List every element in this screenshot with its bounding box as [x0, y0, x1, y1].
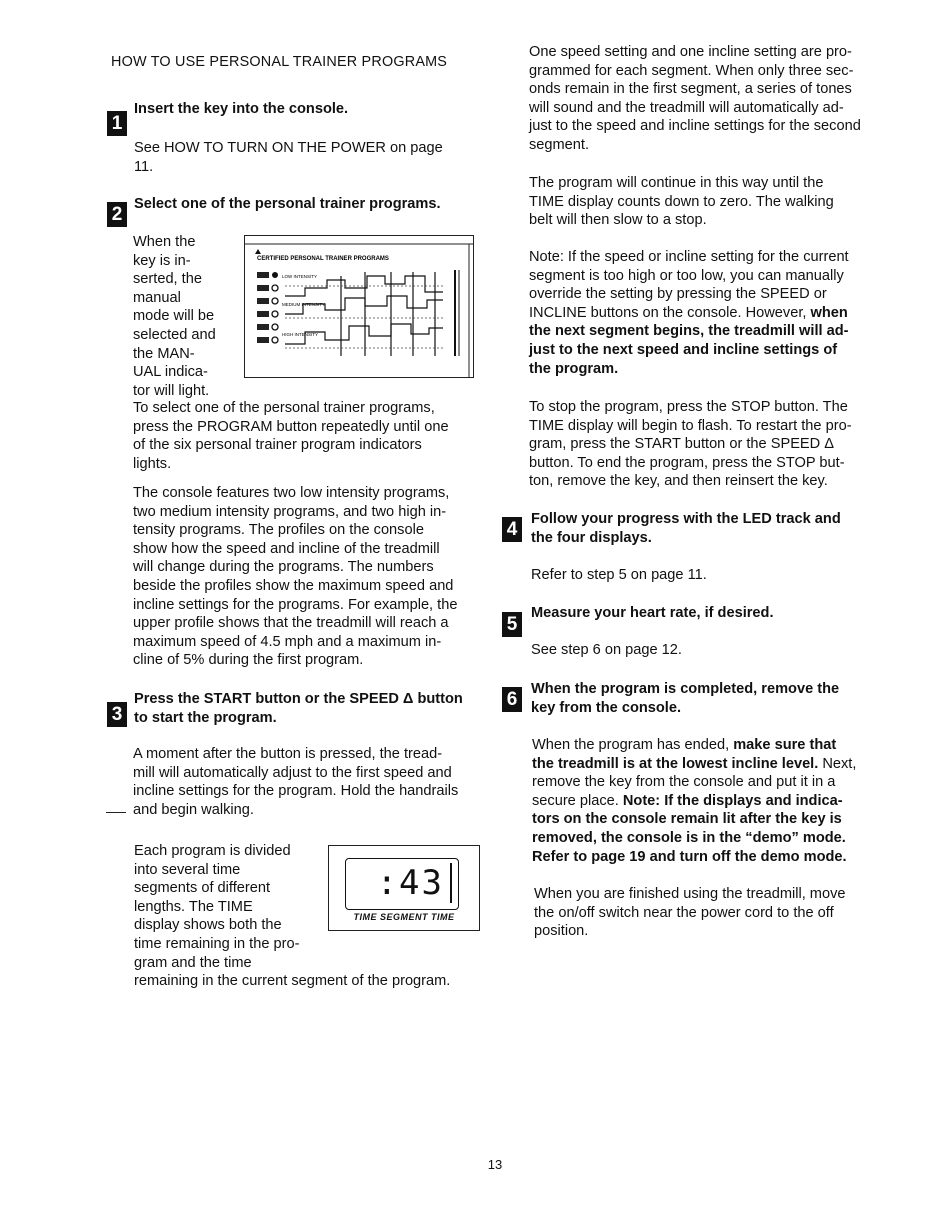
- page-number: 13: [487, 1157, 503, 1172]
- right-note: Note: If the speed or incline setting for the current segment is too high or too low, you can manually override the setting by pressing the SPEED or INCLINE buttons on the console. However, when the next segment begins, the treadmill will ad- just to the next speed and incline settings of the program.: [529, 249, 849, 377]
- time-display-caption: TIME SEGMENT TIME: [353, 912, 455, 922]
- step-4-title: Follow your progress with the LED track and the four displays.: [531, 511, 841, 546]
- final-para: When you are finished using the treadmill, move the on/off switch near the power cord to the off position.: [534, 886, 846, 940]
- step-3-wrap-text: Each program is divided into several time segments of different lengths. The TIME display shows both the time remaining in the pro- gram and the time: [134, 843, 300, 971]
- step-number-6: 6: [502, 687, 522, 712]
- right-para-2: The program will continue in this way until the TIME display counts down to zero. The walking belt will then slow to a stop.: [529, 175, 834, 229]
- time-display-figure: [328, 845, 480, 931]
- program-profiles-figure: [244, 235, 474, 378]
- margin-mark: [106, 812, 126, 813]
- step-4-body: Refer to step 5 on page 11.: [531, 567, 707, 583]
- step-1-body: See HOW TO TURN ON THE POWER on page 11.: [134, 140, 443, 175]
- step-5-title: Measure your heart rate, if desired.: [531, 605, 774, 621]
- step-6-body: When the program has ended, make sure that the treadmill is at the lowest incline level. Next, remove the key from the console and put it in a secure place. Note: If the displays and indica- tors on the console remain lit after the key is removed, the console is in the “demo” mode. Refer to page 19 and turn off the demo mode.: [532, 737, 857, 865]
- step-3-last-line: remaining in the current segment of the program.: [134, 973, 451, 989]
- figure-banner: CERTIFIED PERSONAL TRAINER PROGRAMS: [257, 256, 389, 262]
- svg-text:MEDIUM INTENSITY: MEDIUM INTENSITY: [282, 302, 326, 307]
- step-2-wrap-text: When the key is in- serted, the manual mode will be selected and the MAN- UAL indica- tor will light.: [133, 234, 216, 399]
- step-number-3: 3: [107, 702, 127, 727]
- time-display-value: :43: [376, 863, 444, 903]
- step-number-5: 5: [502, 612, 522, 637]
- step-2-title: Select one of the personal trainer programs.: [134, 196, 441, 212]
- step-2-para-1: To select one of the personal trainer programs, press the PROGRAM button repeatedly until one of the six personal trainer program indicators lights.: [133, 400, 449, 472]
- indicator-rows: [257, 272, 278, 343]
- step-number-1: 1: [107, 111, 127, 136]
- step-3-para-1: A moment after the button is pressed, the tread- mill will automatically adjust to the first speed and incline settings for the program. Hold the handrails and begin walking.: [133, 746, 459, 818]
- svg-text:HIGH INTENSITY: HIGH INTENSITY: [282, 332, 319, 337]
- step-6-title: When the program is completed, remove the key from the console.: [531, 681, 840, 716]
- step-3-title: Press the START button or the SPEED Δ button to start the program.: [134, 691, 463, 726]
- step-5-body: See step 6 on page 12.: [531, 642, 682, 658]
- step-number-2: 2: [107, 202, 127, 227]
- profile-lines: [285, 272, 443, 356]
- step-number-4: 4: [502, 517, 522, 542]
- right-para-4: To stop the program, press the STOP button. The TIME display will begin to flash. To restart the pro- gram, press the START button or the SPEED Δ button. To end the program, press the STOP but- ton, remove the key, and then reinsert the key.: [529, 399, 852, 490]
- time-display-screen: [345, 858, 459, 910]
- program-profiles-drawing: [245, 236, 473, 377]
- step-2-para-2: The console features two low intensity programs, two medium intensity programs, and two high in- tensity programs. The profiles on the console show how the speed and incline of the treadmill will change during the programs. The numbers beside the profiles show the maximum speed and incline settings for the programs. For example, the upper profile shows that the treadmill will reach a maximum speed of 4.5 mph and a maximum in- cline of 5% during the first program.: [133, 485, 458, 669]
- svg-text:LOW INTENSITY: LOW INTENSITY: [282, 274, 318, 279]
- right-para-1: One speed setting and one incline setting are pro- grammed for each segment. When only three sec- onds remain in the first segment, a series of tones will sound and the treadmill will automatically ad- just to the speed and incline settings for the second segment.: [529, 44, 861, 153]
- page-heading: HOW TO USE PERSONAL TRAINER PROGRAMS: [111, 54, 448, 70]
- step-1-title: Insert the key into the console.: [134, 101, 349, 117]
